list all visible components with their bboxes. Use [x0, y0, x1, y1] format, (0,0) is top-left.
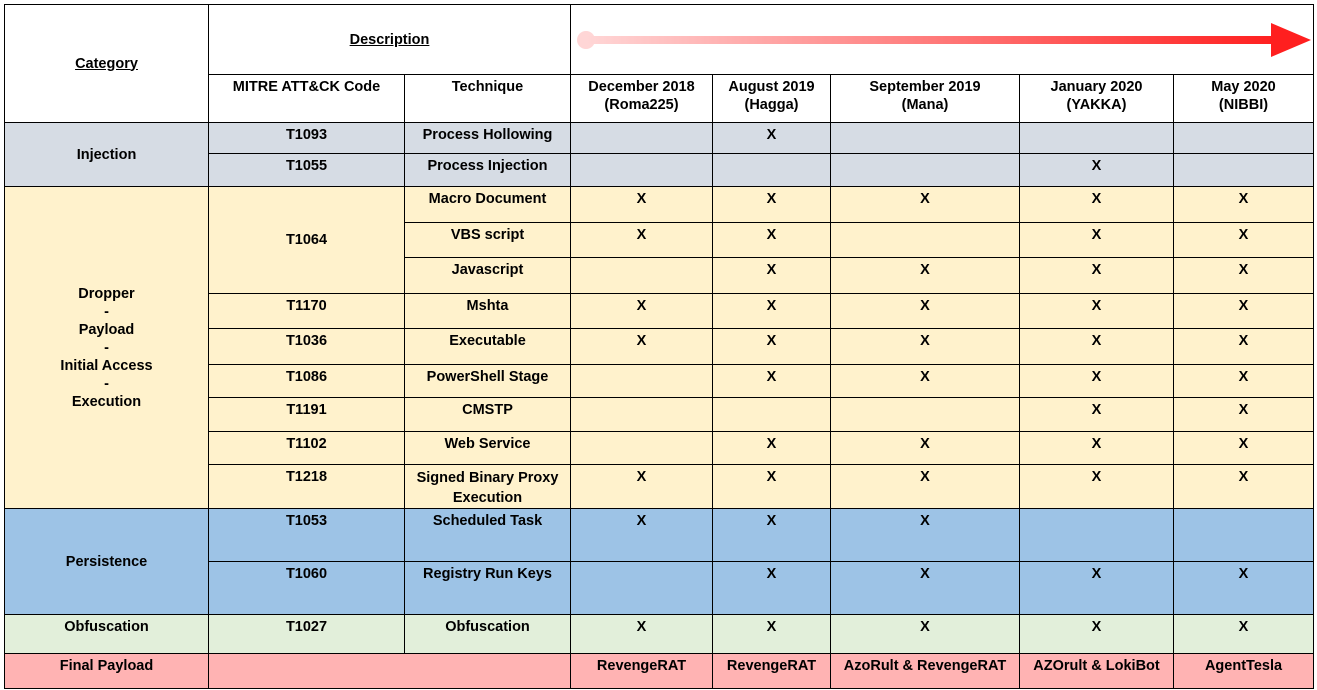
mark-cell — [831, 123, 1020, 154]
code-column-header: MITRE ATT&CK Code — [209, 75, 405, 123]
mark-cell — [571, 123, 713, 154]
campaign-header: August 2019 (Hagga) — [713, 75, 831, 123]
table-row — [5, 123, 1314, 154]
mark-cell: X — [831, 615, 1020, 654]
category-obfuscation: Obfuscation — [5, 615, 209, 654]
technique-name: Web Service — [405, 432, 571, 465]
mark-cell: X — [1020, 154, 1174, 187]
mark-cell: X — [713, 223, 831, 258]
table-row — [5, 187, 1314, 223]
technique-name: Process Injection — [405, 154, 571, 187]
technique-code: T1102 — [209, 432, 405, 465]
mark-cell — [1020, 509, 1174, 562]
mark-cell: X — [831, 187, 1020, 223]
mark-cell: X — [713, 329, 831, 365]
final-payload-cell: AZOrult & LokiBot — [1020, 654, 1174, 689]
final-payload-cell: RevengeRAT — [713, 654, 831, 689]
mark-cell: X — [1020, 398, 1174, 432]
technique-code: T1027 — [209, 615, 405, 654]
mark-cell: X — [1174, 223, 1314, 258]
category-dropper: Dropper - Payload - Initial Access - Execution — [5, 187, 209, 509]
technique-name: CMSTP — [405, 398, 571, 432]
mark-cell — [571, 154, 713, 187]
mark-cell: X — [831, 329, 1020, 365]
final-payload-cell: AzoRult & RevengeRAT — [831, 654, 1020, 689]
mark-cell: X — [571, 509, 713, 562]
mark-cell: X — [1174, 294, 1314, 329]
category-injection: Injection — [5, 123, 209, 187]
mark-cell: X — [831, 465, 1020, 509]
mark-cell: X — [1174, 398, 1314, 432]
mark-cell: X — [571, 615, 713, 654]
technique-name: Signed Binary Proxy Execution — [405, 465, 571, 509]
technique-code: T1086 — [209, 365, 405, 398]
mark-cell: X — [1020, 432, 1174, 465]
timeline-arrow-cell — [571, 5, 1314, 75]
mark-cell: X — [831, 365, 1020, 398]
mark-cell: X — [831, 258, 1020, 294]
mark-cell: X — [831, 294, 1020, 329]
campaign-header: January 2020 (YAKKA) — [1020, 75, 1174, 123]
technique-code: T1218 — [209, 465, 405, 509]
final-payload-cell: RevengeRAT — [571, 654, 713, 689]
technique-code: T1170 — [209, 294, 405, 329]
mark-cell — [831, 154, 1020, 187]
technique-code: T1191 — [209, 398, 405, 432]
technique-name: Macro Document — [405, 187, 571, 223]
mark-cell — [1020, 123, 1174, 154]
mark-cell — [1174, 123, 1314, 154]
category-header: Category — [5, 5, 209, 123]
mark-cell: X — [1020, 465, 1174, 509]
campaign-header: May 2020 (NIBBI) — [1174, 75, 1314, 123]
technique-name: Scheduled Task — [405, 509, 571, 562]
mark-cell — [571, 562, 713, 615]
mark-cell: X — [1174, 187, 1314, 223]
technique-name: VBS script — [405, 223, 571, 258]
mark-cell — [571, 258, 713, 294]
technique-name: Process Hollowing — [405, 123, 571, 154]
mark-cell: X — [1174, 432, 1314, 465]
mark-cell — [571, 365, 713, 398]
mark-cell: X — [1020, 615, 1174, 654]
mark-cell — [831, 398, 1020, 432]
technique-name: Obfuscation — [405, 615, 571, 654]
technique-name: Executable — [405, 329, 571, 365]
mark-cell — [713, 154, 831, 187]
mark-cell — [713, 398, 831, 432]
mark-cell — [1174, 154, 1314, 187]
technique-code: T1055 — [209, 154, 405, 187]
mark-cell: X — [1174, 615, 1314, 654]
table-row — [5, 654, 1314, 689]
mark-cell: X — [713, 562, 831, 615]
final-payload-description — [209, 654, 571, 689]
mark-cell: X — [713, 432, 831, 465]
mark-cell: X — [1020, 329, 1174, 365]
attack-technique-table — [4, 4, 1314, 689]
mark-cell: X — [831, 562, 1020, 615]
mark-cell: X — [713, 258, 831, 294]
mark-cell: X — [571, 223, 713, 258]
mark-cell: X — [713, 615, 831, 654]
mark-cell: X — [831, 432, 1020, 465]
mark-cell: X — [1020, 258, 1174, 294]
category-final-payload: Final Payload — [5, 654, 209, 689]
technique-name: PowerShell Stage — [405, 365, 571, 398]
category-persistence: Persistence — [5, 509, 209, 615]
mark-cell: X — [571, 465, 713, 509]
mark-cell: X — [1174, 329, 1314, 365]
mark-cell: X — [1020, 294, 1174, 329]
mark-cell: X — [713, 509, 831, 562]
technique-code: T1093 — [209, 123, 405, 154]
mark-cell: X — [1174, 365, 1314, 398]
final-payload-cell: AgentTesla — [1174, 654, 1314, 689]
technique-code: T1036 — [209, 329, 405, 365]
mark-cell: X — [713, 123, 831, 154]
campaign-header: December 2018 (Roma225) — [571, 75, 713, 123]
mark-cell: X — [713, 465, 831, 509]
mark-cell: X — [713, 294, 831, 329]
technique-name: Javascript — [405, 258, 571, 294]
technique-column-header: Technique — [405, 75, 571, 123]
technique-code: T1060 — [209, 562, 405, 615]
mark-cell: X — [1174, 258, 1314, 294]
mark-cell: X — [713, 365, 831, 398]
mark-cell: X — [571, 294, 713, 329]
table-row — [5, 509, 1314, 562]
right-arrow-icon — [571, 5, 1314, 75]
description-header: Description — [209, 5, 571, 75]
mark-cell: X — [713, 187, 831, 223]
mark-cell: X — [1174, 465, 1314, 509]
mark-cell: X — [831, 509, 1020, 562]
mark-cell: X — [1020, 223, 1174, 258]
mark-cell: X — [571, 187, 713, 223]
mark-cell — [571, 432, 713, 465]
technique-name: Registry Run Keys — [405, 562, 571, 615]
mark-cell — [831, 223, 1020, 258]
mark-cell — [571, 398, 713, 432]
mark-cell: X — [1020, 187, 1174, 223]
campaign-header: September 2019 (Mana) — [831, 75, 1020, 123]
mark-cell: X — [1174, 562, 1314, 615]
mark-cell — [1174, 509, 1314, 562]
table-row — [5, 615, 1314, 654]
mark-cell: X — [571, 329, 713, 365]
technique-code: T1053 — [209, 509, 405, 562]
technique-code: T1064 — [209, 187, 405, 294]
mark-cell: X — [1020, 562, 1174, 615]
mark-cell: X — [1020, 365, 1174, 398]
technique-name: Mshta — [405, 294, 571, 329]
